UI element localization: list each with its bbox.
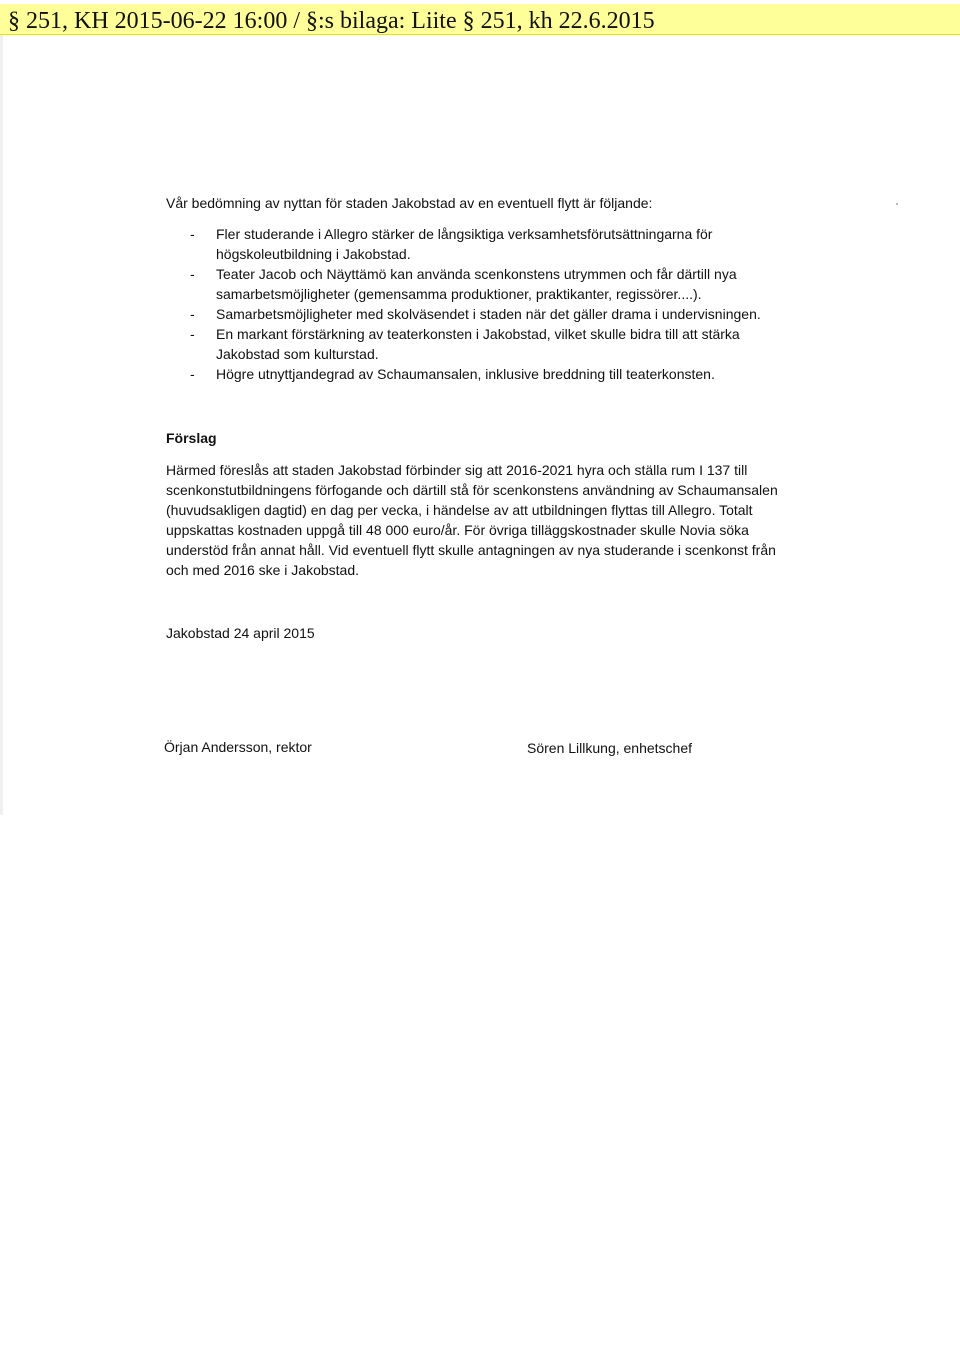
list-item <box>190 304 790 324</box>
bullet-dash: - <box>190 226 195 242</box>
paragraph-line: uppskattas kostnaden uppgå till 48 000 euro/år. För övriga tilläggskostnader skulle Novia söka <box>166 522 749 538</box>
paragraph-line: (huvudsakligen dagtid) en dag per vecka, i händelse av att utbildningen flyttas till Allegro. Totalt <box>166 502 753 518</box>
list-item <box>190 264 790 304</box>
bullet-dash: - <box>190 266 195 282</box>
intro-sentence: Vår bedömning av nyttan för staden Jakobstad av en eventuell flytt är följande: <box>166 195 653 211</box>
list-item-line: En markant förstärkning av teaterkonsten i Jakobstad, vilket skulle bidra till att stärka <box>216 326 740 342</box>
list-item <box>190 324 790 364</box>
paragraph-line: understöd från annat håll. Vid eventuell flytt skulle antagningen av nya studerande i scenkonst från <box>166 542 776 558</box>
list-item-line: Samarbetsmöjligheter med skolväsendet i staden när det gäller drama i undervisningen. <box>216 306 761 322</box>
signature-enhetschef: Sören Lillkung, enhetschef <box>527 740 692 756</box>
list-item-line: Högre utnyttjandegrad av Schaumansalen, inklusive breddning till teaterkonsten. <box>216 366 715 382</box>
list-item-line: samarbetsmöjligheter (gemensamma produktioner, praktikanter, regissörer....). <box>216 286 702 302</box>
list-item <box>190 224 790 264</box>
scan-speck <box>896 203 898 205</box>
bullet-dash: - <box>190 306 195 322</box>
bullet-dash: - <box>190 366 195 382</box>
list-item-line: Teater Jacob och Näyttämö kan använda scenkonstens utrymmen och får därtill nya <box>216 266 737 282</box>
proposal-paragraph <box>166 460 806 580</box>
header-title: § 251, KH 2015-06-22 16:00 / §:s bilaga: Liite § 251, kh 22.6.2015 <box>8 8 655 34</box>
list-item <box>190 364 790 384</box>
paragraph-line: Härmed föreslås att staden Jakobstad förbinder sig att 2016-2021 hyra och ställa rum I 137 till <box>166 462 748 478</box>
bullet-dash: - <box>190 326 195 342</box>
signature-rektor: Örjan Andersson, rektor <box>164 739 312 755</box>
paragraph-line: scenkonstutbildningens förfogande och därtill stå för scenkonstens användning av Schaumansalen <box>166 482 778 498</box>
proposal-heading: Förslag <box>166 430 217 446</box>
list-item-line: Fler studerande i Allegro stärker de långsiktiga verksamhetsförutsättningarna för <box>216 226 713 242</box>
document-date: Jakobstad 24 april 2015 <box>166 625 315 641</box>
list-item-line: Jakobstad som kulturstad. <box>216 346 379 362</box>
benefits-list <box>190 224 790 384</box>
list-item-line: högskoleutbildning i Jakobstad. <box>216 246 411 262</box>
paragraph-line: och med 2016 ske i Jakobstad. <box>166 562 360 578</box>
